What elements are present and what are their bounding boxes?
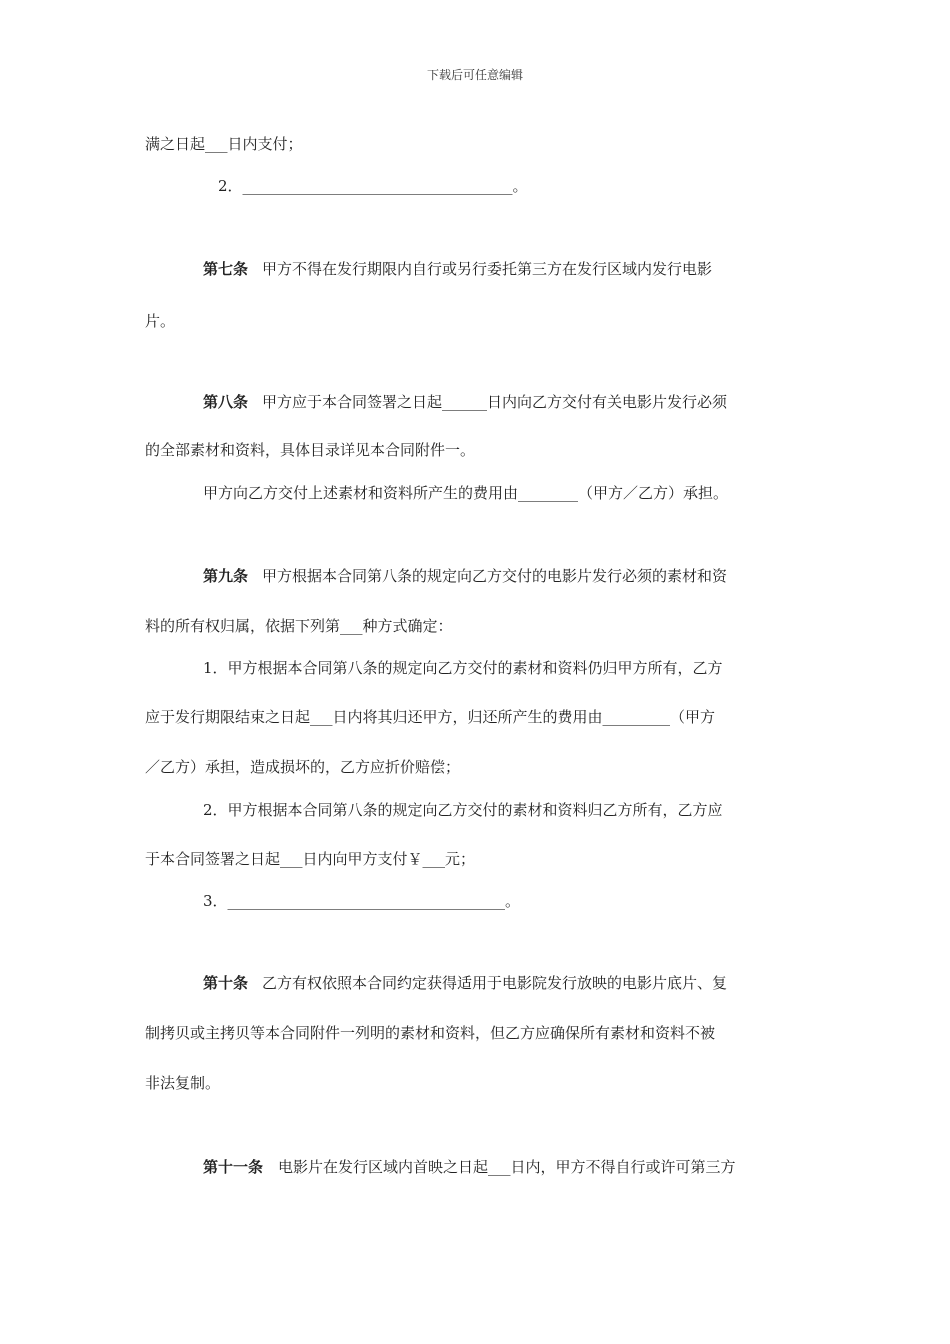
text-line: 甲方应于本合同签署之日起______日内向乙方交付有关电影片发行必须 <box>262 393 728 411</box>
text-line: 满之日起___日内支付； <box>145 135 303 153</box>
page-header: 下载后可任意编辑 <box>426 68 523 82</box>
list-item: 3．_____________________________________。 <box>203 892 521 910</box>
text-line: 片。 <box>145 312 176 330</box>
list-item: 1．甲方根据本合同第八条的规定向乙方交付的素材和资料仍归甲方所有，乙方 <box>203 659 723 677</box>
text-line: 甲方不得在发行期限内自行或另行委托第三方在发行区域内发行电影 <box>262 260 713 278</box>
text-line: 电影片在发行区域内首映之日起___日内，甲方不得自行或许可第三方 <box>278 1158 736 1176</box>
text-line: 应于发行期限结束之日起___日内将其归还甲方，归还所产生的费用由_________（甲方 <box>145 708 716 726</box>
article-11-heading: 第十一条 <box>203 1158 264 1176</box>
article-9-heading: 第九条 <box>203 567 249 585</box>
text-line: 制拷贝或主拷贝等本合同附件一列明的素材和资料，但乙方应确保所有素材和资料不被 <box>145 1024 716 1042</box>
text-line: 乙方有权依照本合同约定获得适用于电影院发行放映的电影片底片、复 <box>262 974 728 992</box>
text-line: 甲方向乙方交付上述素材和资料所产生的费用由________（甲方／乙方）承担。 <box>203 484 729 502</box>
article-8-heading: 第八条 <box>203 393 249 411</box>
text-line: 甲方根据本合同第八条的规定向乙方交付的电影片发行必须的素材和资 <box>262 567 728 585</box>
article-10-heading: 第十条 <box>203 974 249 992</box>
article-7-heading: 第七条 <box>203 260 249 278</box>
list-item: 2．甲方根据本合同第八条的规定向乙方交付的素材和资料归乙方所有，乙方应 <box>203 801 723 819</box>
text-line: 的全部素材和资料，具体目录详见本合同附件一。 <box>145 441 476 459</box>
list-item: 2．____________________________________。 <box>218 177 528 195</box>
text-line: 料的所有权归属，依据下列第___种方式确定： <box>145 617 453 635</box>
text-line: 于本合同签署之日起___日内向甲方支付￥___元； <box>145 850 476 868</box>
text-line: ／乙方）承担，造成损坏的，乙方应折价赔偿； <box>145 758 461 776</box>
text-line: 非法复制。 <box>145 1074 221 1092</box>
